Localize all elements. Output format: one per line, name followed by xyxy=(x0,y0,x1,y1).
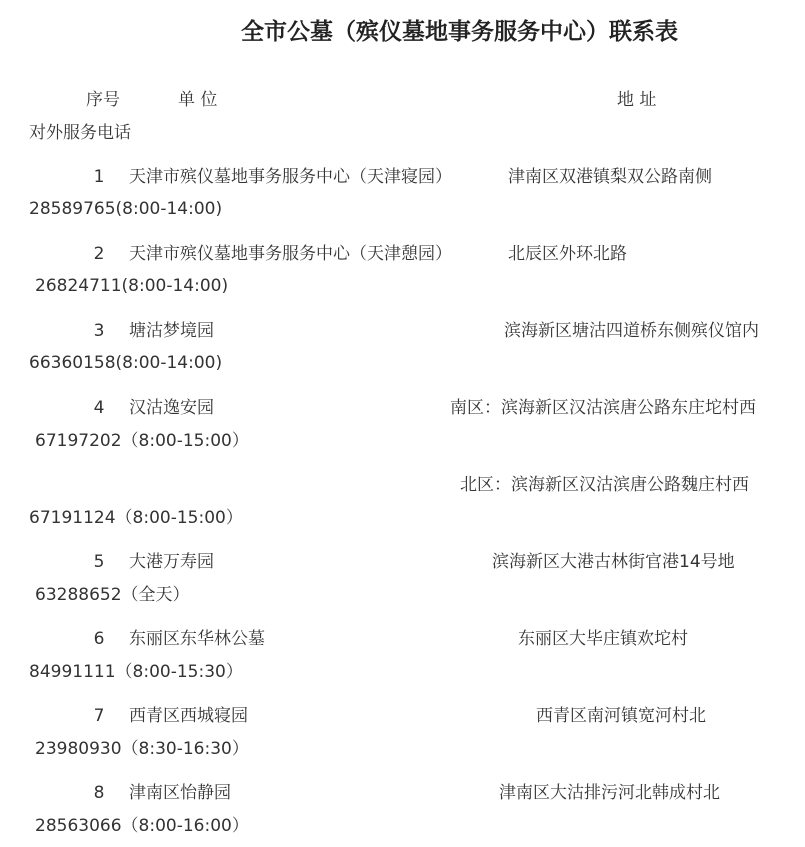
row-unit: 天津市殡仪墓地事务服务中心（天津寝园） xyxy=(129,167,452,187)
row-unit: 塘沽梦境园 xyxy=(129,321,214,341)
row-phone: 26824711(8:00-14:00) xyxy=(35,276,229,296)
row-address: 滨海新区塘沽四道桥东侧殡仪馆内 xyxy=(504,321,759,341)
row-seq: 7 xyxy=(93,706,105,726)
row-address: 津南区大沽排污河北韩成村北 xyxy=(499,783,720,803)
row-unit: 津南区怡静园 xyxy=(129,783,231,803)
row-address: 津南区双港镇梨双公路南侧 xyxy=(508,167,712,187)
row-phone: 66360158(8:00-14:00) xyxy=(29,353,223,373)
header-unit: 单 位 xyxy=(178,90,218,110)
row-phone: 28563066（8:00-16:00） xyxy=(35,816,249,836)
row-phone: 63288652（全天） xyxy=(35,585,190,605)
row-address: 西青区南河镇宽河村北 xyxy=(536,706,706,726)
page-title: 全市公墓（殡仪墓地事务服务中心）联系表 xyxy=(241,19,678,45)
row-seq: 5 xyxy=(93,552,105,572)
row-address: 滨海新区大港古林街官港14号地 xyxy=(492,552,735,572)
header-seq: 序号 xyxy=(86,90,120,110)
row-address: 北辰区外环北路 xyxy=(508,244,627,264)
row-phone: 28589765(8:00-14:00) xyxy=(29,199,223,219)
row-seq: 6 xyxy=(93,629,105,649)
row-phone: 84991111（8:00-15:30） xyxy=(29,662,243,682)
header-phone: 对外服务电话 xyxy=(29,123,131,143)
row-unit: 东丽区东华林公墓 xyxy=(129,629,265,649)
row-unit: 大港万寿园 xyxy=(129,552,214,572)
row-seq: 3 xyxy=(93,321,105,341)
row-address-north: 北区：滨海新区汉沽滨唐公路魏庄村西 xyxy=(460,475,749,495)
row-seq: 2 xyxy=(93,244,105,264)
row-phone: 23980930（8:30-16:30） xyxy=(35,739,249,759)
row-seq: 8 xyxy=(93,783,105,803)
row-phone: 67197202（8:00-15:00） xyxy=(35,431,249,451)
row-seq: 4 xyxy=(93,398,105,418)
row-unit: 西青区西城寝园 xyxy=(129,706,248,726)
row-unit: 天津市殡仪墓地事务服务中心（天津憩园） xyxy=(129,244,452,264)
header-address: 地 址 xyxy=(617,90,657,110)
row-address: 东丽区大毕庄镇欢坨村 xyxy=(518,629,688,649)
row-seq: 1 xyxy=(93,167,105,187)
row-phone-north: 67191124（8:00-15:00） xyxy=(29,508,243,528)
row-unit: 汉沽逸安园 xyxy=(129,398,214,418)
row-address: 南区：滨海新区汉沽滨唐公路东庄坨村西 xyxy=(450,398,756,418)
